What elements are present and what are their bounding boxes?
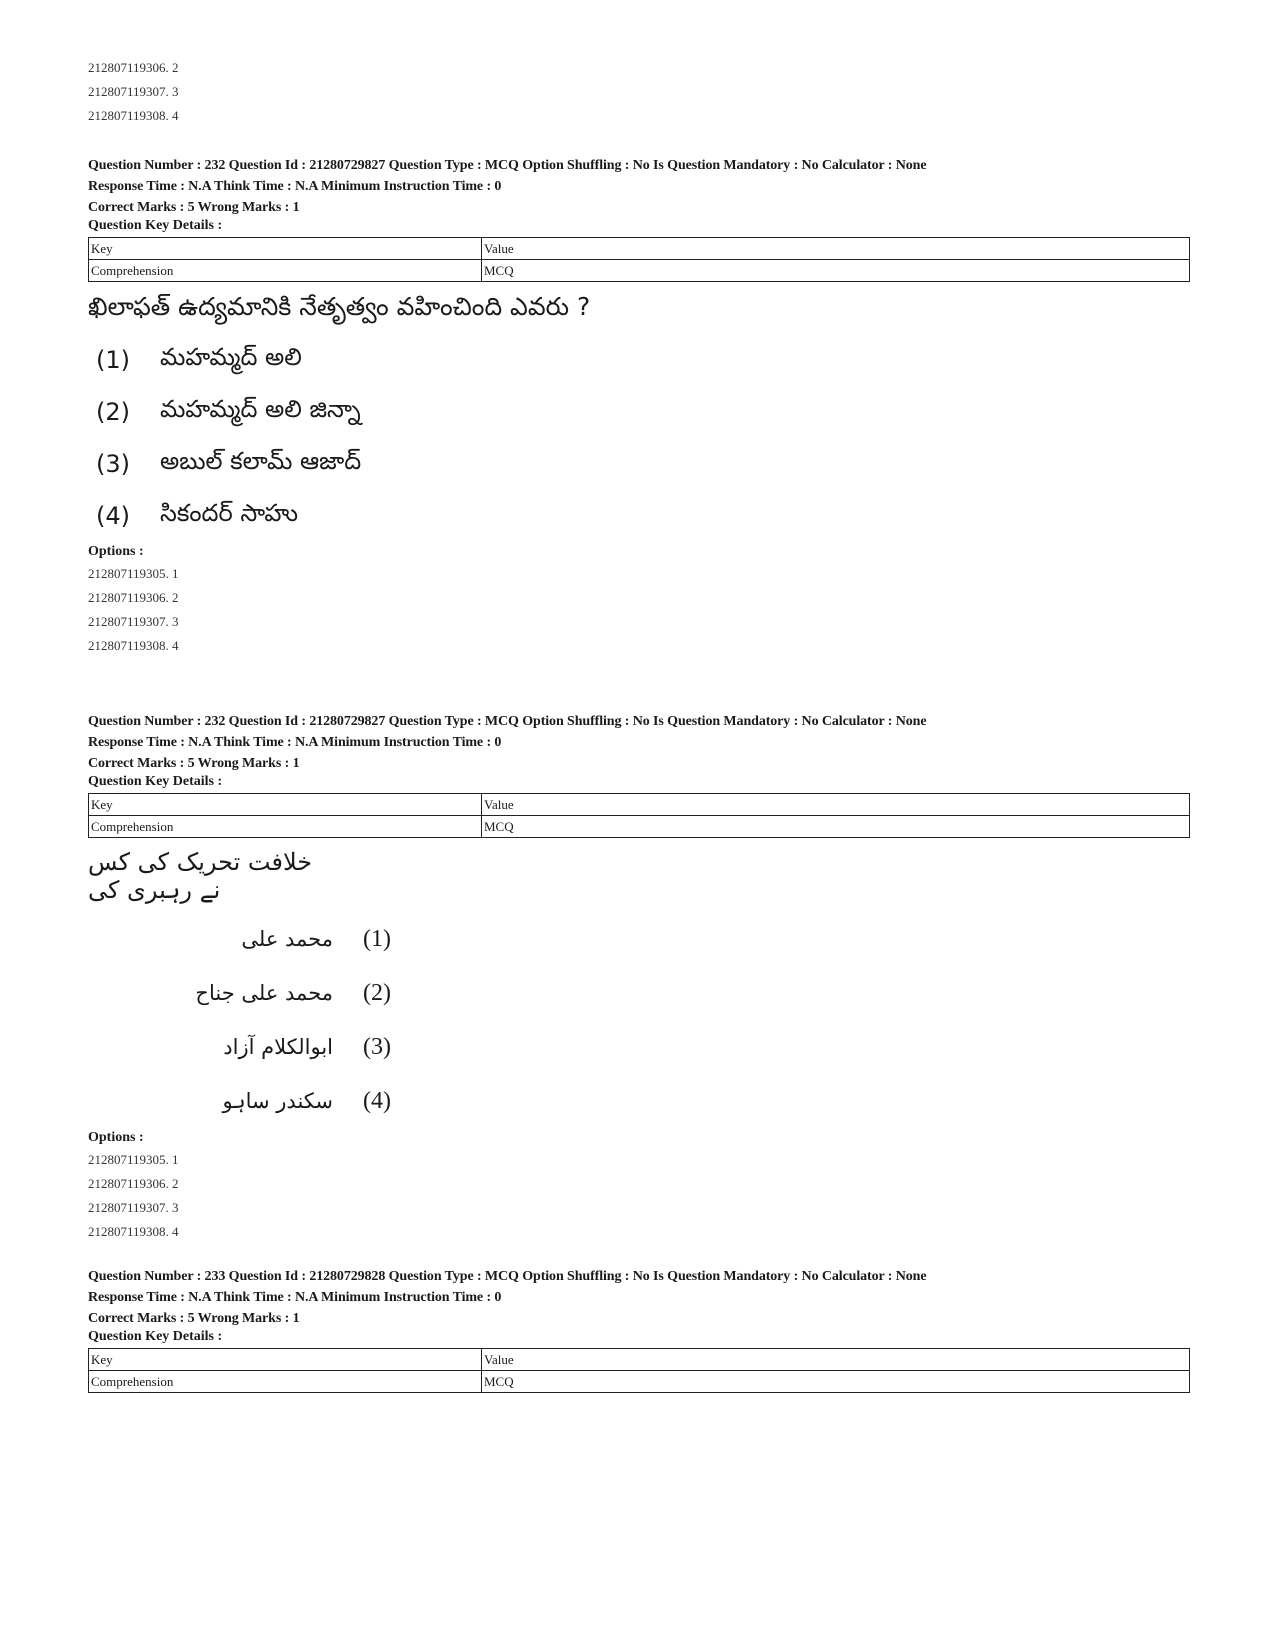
question-block-telugu bbox=[88, 155, 1190, 658]
option-line: 212807119307. 3 bbox=[88, 1200, 179, 1215]
choice-text: మహమ్మద్ అలి bbox=[160, 343, 302, 371]
table-cell: Key bbox=[89, 238, 482, 260]
response-time-line: Response Time : N.A Think Time : N.A Minimum Instruction Time : 0 bbox=[88, 735, 502, 750]
options-label: Options : bbox=[88, 1130, 144, 1145]
key-details-table bbox=[88, 1348, 1190, 1393]
key-details-label: Question Key Details : bbox=[88, 774, 223, 789]
table-cell: Comprehension bbox=[89, 816, 482, 838]
table-row bbox=[89, 816, 1190, 838]
option-line: 212807119308. 4 bbox=[88, 638, 179, 653]
choice-item bbox=[88, 438, 1190, 490]
table-header-row bbox=[89, 1349, 1190, 1371]
key-details-label: Question Key Details : bbox=[88, 218, 223, 233]
choice-number: (2) bbox=[363, 979, 391, 1006]
question-meta-line: Question Number : 232 Question Id : 21280729827 Question Type : MCQ Option Shuffling : No Is Question Mandatory : No Calculator : None bbox=[88, 158, 927, 173]
table-cell: Value bbox=[482, 794, 1190, 816]
key-details-table bbox=[88, 793, 1190, 838]
question-text: ఖిలాఫత్ ఉద్యమానికి నేతృత్వం వహించింది ఎవరు ? bbox=[88, 292, 591, 321]
choice-number: (4) bbox=[96, 502, 130, 530]
question-block-urdu bbox=[88, 711, 1190, 1244]
options-label: Options : bbox=[88, 544, 144, 559]
question-meta-line: Question Number : 233 Question Id : 21280729828 Question Type : MCQ Option Shuffling : No Is Question Mandatory : No Calculator : None bbox=[88, 1269, 927, 1284]
choice-list bbox=[148, 912, 1190, 1128]
table-row bbox=[89, 1371, 1190, 1393]
choice-text: సికందర్ సాహు bbox=[160, 499, 299, 527]
table-cell: MCQ bbox=[482, 816, 1190, 838]
response-time-line: Response Time : N.A Think Time : N.A Minimum Instruction Time : 0 bbox=[88, 1290, 502, 1305]
choice-number: (2) bbox=[96, 398, 130, 426]
choice-item bbox=[148, 912, 1190, 966]
table-cell: Comprehension bbox=[89, 1371, 482, 1393]
table-row bbox=[89, 260, 1190, 282]
choice-text: అబుల్ కలామ్ ఆజాద్ bbox=[160, 447, 362, 475]
choice-list bbox=[88, 334, 1190, 542]
table-cell: Comprehension bbox=[89, 260, 482, 282]
table-header-row bbox=[89, 794, 1190, 816]
option-line: 212807119305. 1 bbox=[88, 1152, 179, 1167]
key-details-label: Question Key Details : bbox=[88, 1329, 223, 1344]
choice-text: ابوالکلام آزاد bbox=[223, 1035, 333, 1059]
option-line: 212807119307. 3 bbox=[88, 614, 179, 629]
option-line: 212807119306. 2 bbox=[88, 60, 179, 75]
choice-text: سکندر ساہو bbox=[222, 1089, 333, 1113]
response-time-line: Response Time : N.A Think Time : N.A Minimum Instruction Time : 0 bbox=[88, 179, 502, 194]
choice-item bbox=[88, 334, 1190, 386]
question-block-next bbox=[88, 1266, 1190, 1393]
choice-item bbox=[148, 1074, 1190, 1128]
choice-item bbox=[88, 490, 1190, 542]
top-option-list bbox=[88, 56, 179, 128]
choice-item bbox=[148, 1020, 1190, 1074]
choice-number: (1) bbox=[96, 346, 130, 374]
choice-number: (4) bbox=[363, 1087, 391, 1114]
choice-number: (1) bbox=[363, 925, 391, 952]
question-meta-line: Question Number : 232 Question Id : 21280729827 Question Type : MCQ Option Shuffling : No Is Question Mandatory : No Calculator : None bbox=[88, 714, 927, 729]
option-line: 212807119306. 2 bbox=[88, 590, 179, 605]
choice-number: (3) bbox=[363, 1033, 391, 1060]
table-cell: MCQ bbox=[482, 260, 1190, 282]
choice-item bbox=[88, 386, 1190, 438]
table-cell: Key bbox=[89, 794, 482, 816]
table-cell: Value bbox=[482, 238, 1190, 260]
table-cell: Value bbox=[482, 1349, 1190, 1371]
question-text: خلافت تحریک کی کس نے رہبری کی bbox=[88, 848, 313, 904]
table-header-row bbox=[89, 238, 1190, 260]
option-line: 212807119308. 4 bbox=[88, 108, 179, 123]
option-line: 212807119308. 4 bbox=[88, 1224, 179, 1239]
choice-text: محمد علی bbox=[241, 927, 333, 951]
key-details-table bbox=[88, 237, 1190, 282]
option-line: 212807119305. 1 bbox=[88, 566, 179, 581]
choice-text: మహమ్మద్ అలి జిన్నా bbox=[160, 395, 361, 423]
table-cell: MCQ bbox=[482, 1371, 1190, 1393]
choice-item bbox=[148, 966, 1190, 1020]
marks-line: Correct Marks : 5 Wrong Marks : 1 bbox=[88, 200, 300, 215]
option-line: 212807119306. 2 bbox=[88, 1176, 179, 1191]
choice-text: محمد علی جناح bbox=[195, 981, 333, 1005]
marks-line: Correct Marks : 5 Wrong Marks : 1 bbox=[88, 1311, 300, 1326]
table-cell: Key bbox=[89, 1349, 482, 1371]
option-list bbox=[88, 1148, 1190, 1244]
option-line: 212807119307. 3 bbox=[88, 84, 179, 99]
option-list bbox=[88, 562, 1190, 658]
choice-number: (3) bbox=[96, 450, 130, 478]
marks-line: Correct Marks : 5 Wrong Marks : 1 bbox=[88, 756, 300, 771]
